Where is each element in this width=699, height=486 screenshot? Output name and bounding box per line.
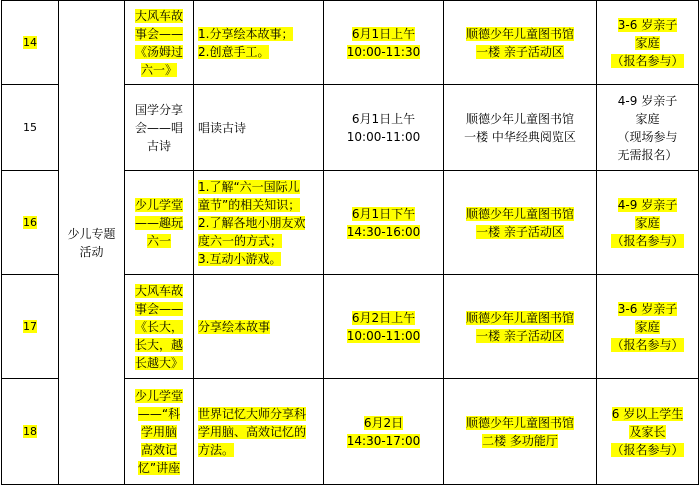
cell-text-line: 14:30-17:00 [346, 433, 421, 448]
activity-place-cell [444, 171, 597, 275]
cell-text-line: 6月1日上午 [351, 111, 416, 126]
cell-text-line: 3-6 岁亲子 [617, 17, 678, 32]
cell-text-line: 6月1日下午 [351, 206, 416, 221]
activity-audience-cell [597, 275, 699, 379]
cell-text-line: 顺德少年儿童图书馆 [465, 26, 574, 41]
activity-time-cell [324, 171, 444, 275]
cell-text-line: 事会—— [134, 26, 183, 41]
cell-text-line: 顺德少年儿童图书馆 [465, 415, 574, 430]
activity-content-cell [194, 379, 324, 485]
cell-text-line: （报名参与） [611, 337, 684, 352]
cell-text-line: 一楼 亲子活动区 [476, 328, 564, 343]
cell-text-line: 唱读古诗 [198, 120, 247, 135]
activity-title-cell [125, 85, 194, 171]
cell-text-line: 学用脑 [140, 424, 177, 439]
row-number-cell [2, 85, 59, 171]
cell-text-line: （现场参与 [617, 129, 678, 144]
cell-text-line: 及家长 [629, 424, 666, 439]
activity-content-cell [194, 1, 324, 85]
row-number: 15 [23, 120, 37, 134]
activity-place-cell [444, 379, 597, 485]
activity-title-cell [125, 171, 194, 275]
cell-text-line: 《长大， [134, 319, 183, 334]
cell-text-line: 分享绘本故事 [198, 319, 271, 334]
activity-content-cell [194, 85, 324, 171]
cell-text-line: 家庭 [635, 35, 660, 50]
cell-text-line: （报名参与） [611, 442, 684, 457]
row-number: 14 [23, 35, 37, 49]
row-number-cell [2, 1, 59, 85]
table-row [2, 1, 699, 85]
activity-time-cell [324, 379, 444, 485]
cell-text-line: 学用脑、高效记忆的 [198, 424, 307, 439]
activity-time-cell [324, 85, 444, 171]
cell-text-line: （报名参与） [611, 233, 684, 248]
cell-text-line: ——“科 [137, 406, 181, 421]
cell-text-line: 6月2日上午 [351, 310, 416, 325]
cell-text-line: 无需报名） [617, 147, 678, 162]
cell-text-line: 事会—— [134, 301, 183, 316]
cell-text-line: 3.互动小游戏。 [198, 251, 282, 266]
activity-title-cell [125, 1, 194, 85]
cell-text-line: 童节”的相关知识； [198, 197, 301, 212]
activity-place-cell [444, 85, 597, 171]
cell-text-line: 一楼 亲子活动区 [476, 44, 564, 59]
cell-text-line: 14:30-16:00 [346, 224, 421, 239]
activity-place-cell [444, 275, 597, 379]
cell-text-line: 少儿学堂 [134, 388, 183, 403]
cell-text-line: 大风车故 [134, 283, 183, 298]
cell-text-line: 会——唱 [134, 120, 183, 135]
cell-text-line: 六一》 [140, 62, 177, 77]
row-number: 17 [23, 319, 37, 333]
cell-text-line: （报名参与） [611, 53, 684, 68]
cell-text-line: 家庭 [635, 111, 660, 126]
row-number-cell [2, 171, 59, 275]
activity-table [1, 0, 699, 485]
cell-text-line: 长越大》 [134, 355, 183, 370]
cell-text-line: 长大，越 [134, 337, 183, 352]
activity-place-cell [444, 1, 597, 85]
cell-text-line: 忆”讲座 [137, 460, 181, 475]
cell-text-line: 1.分享绘本故事； [198, 26, 294, 41]
cell-text-line: 1.了解“六一国际儿 [198, 179, 300, 194]
cell-text-line: 6月2日 [363, 415, 404, 430]
activity-content-cell [194, 275, 324, 379]
cell-text-line: 度六一的方式； [198, 233, 283, 248]
cell-text-line: 顺德少年儿童图书馆 [465, 111, 574, 126]
category-label: 活动 [79, 244, 104, 259]
activity-audience-cell [597, 1, 699, 85]
row-number: 16 [23, 215, 37, 229]
activity-time-cell [324, 275, 444, 379]
activity-audience-cell [597, 171, 699, 275]
cell-text-line: 大风车故 [134, 8, 183, 23]
activity-audience-cell [597, 85, 699, 171]
activity-audience-cell [597, 379, 699, 485]
activity-title-cell [125, 275, 194, 379]
cell-text-line: 4-9 岁亲子 [617, 93, 678, 108]
category-label: 少儿专题 [67, 226, 116, 241]
cell-text-line: 高效记 [140, 442, 177, 457]
cell-text-line: 顺德少年儿童图书馆 [465, 310, 574, 325]
row-number-cell [2, 379, 59, 485]
cell-text-line: 六一 [146, 233, 171, 248]
cell-text-line: 2.创意手工。 [198, 44, 270, 59]
cell-text-line: 顺德少年儿童图书馆 [465, 206, 574, 221]
cell-text-line: 古诗 [146, 138, 171, 153]
cell-text-line: 家庭 [635, 215, 660, 230]
cell-text-line: 10:00-11:00 [346, 328, 421, 343]
cell-text-line: ——趣玩 [134, 215, 183, 230]
activity-content-cell [194, 171, 324, 275]
activity-title-cell [125, 379, 194, 485]
cell-text-line: 6 岁以上学生 [611, 406, 684, 421]
cell-text-line: 一楼 中华经典阅览区 [464, 129, 576, 144]
cell-text-line: 3-6 岁亲子 [617, 301, 678, 316]
cell-text-line: 4-9 岁亲子 [617, 197, 678, 212]
row-number-cell [2, 275, 59, 379]
cell-text-line: 世界记忆大师分享科 [198, 406, 307, 421]
cell-text-line: 二楼 多功能厅 [482, 433, 558, 448]
cell-text-line: 家庭 [635, 319, 660, 334]
cell-text-line: 少儿学堂 [134, 197, 183, 212]
category-cell [59, 1, 125, 485]
row-number: 18 [23, 424, 37, 438]
activity-time-cell [324, 1, 444, 85]
cell-text-line: 10:00-11:00 [346, 129, 421, 144]
cell-text-line: 《汤姆过 [134, 44, 183, 59]
cell-text-line: 方法。 [198, 442, 235, 457]
cell-text-line: 6月1日上午 [351, 26, 416, 41]
cell-text-line: 一楼 亲子活动区 [476, 224, 564, 239]
cell-text-line: 10:00-11:30 [346, 44, 421, 59]
cell-text-line: 2.了解各地小朋友欢 [198, 215, 306, 230]
cell-text-line: 国学分享 [134, 102, 183, 117]
